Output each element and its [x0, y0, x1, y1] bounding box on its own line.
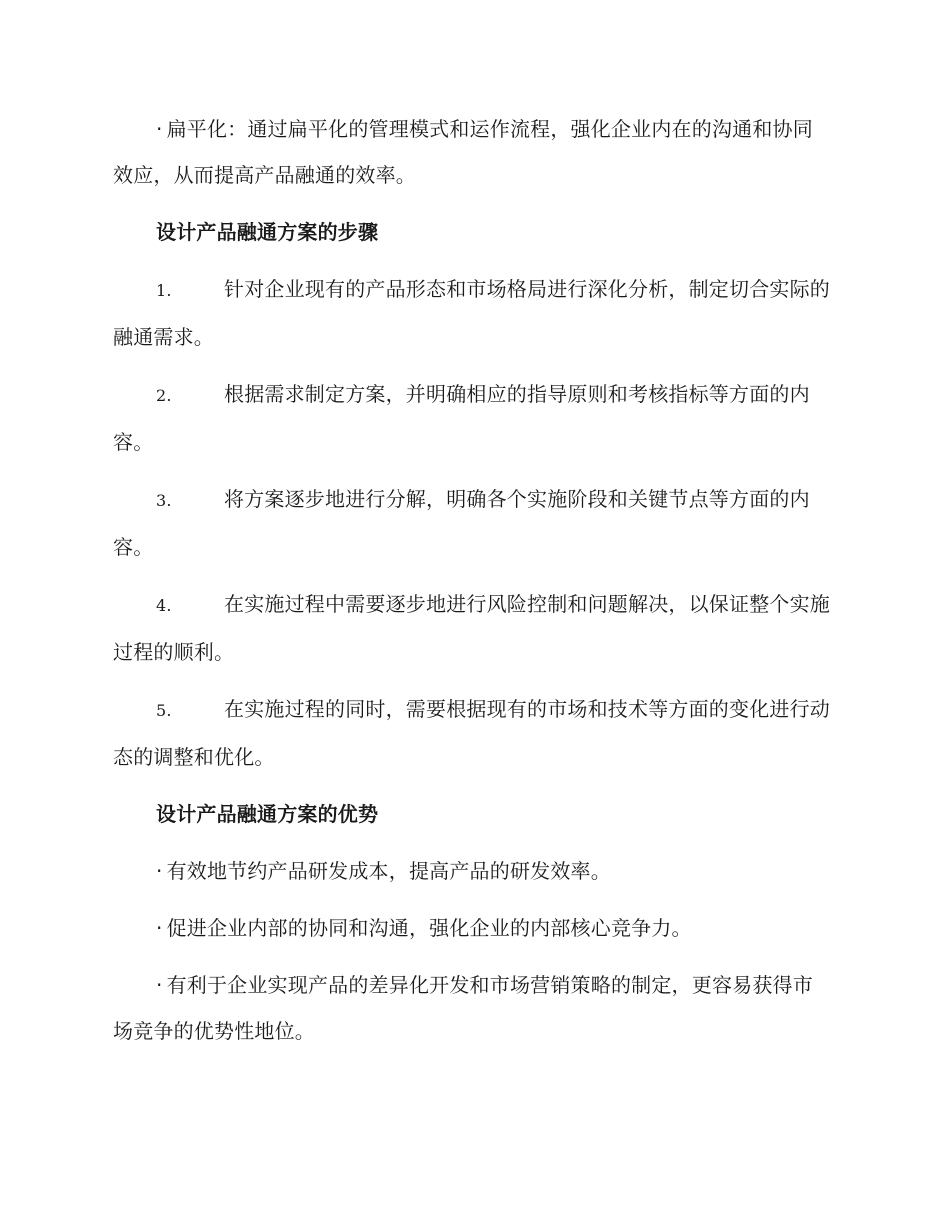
step-text: 将方案逐步地进行分解，明确各个实施阶段和关键节点等方面的内容。	[113, 487, 810, 559]
step-number: 3.	[156, 491, 172, 510]
advantage-text: 促进企业内部的协同和沟通，强化企业的内部核心竞争力。	[166, 916, 692, 940]
step-text: 在实施过程的同时，需要根据现有的市场和技术等方面的变化进行动态的调整和优化。	[113, 697, 830, 769]
advantage-bullet	[113, 905, 833, 951]
step-number: 2.	[156, 386, 172, 405]
step-item	[113, 581, 833, 675]
step-number: 4.	[156, 596, 172, 615]
step-text: 针对企业现有的产品形态和市场格局进行深化分析，制定切合实际的融通需求。	[113, 277, 830, 349]
step-item	[113, 686, 833, 780]
step-item	[113, 476, 833, 570]
step-text: 根据需求制定方案，并明确相应的指导原则和考核指标等方面的内容。	[113, 382, 810, 454]
step-item	[113, 371, 833, 465]
step-number: 5.	[156, 701, 172, 720]
bullet-marker: ·	[156, 973, 163, 997]
advantage-bullet	[113, 962, 833, 1054]
step-number: 1.	[156, 281, 172, 300]
advantage-bullet	[113, 848, 833, 894]
bullet-marker: ·	[156, 117, 163, 141]
steps-heading: 设计产品融通方案的步骤	[156, 220, 379, 244]
advantage-text: 有效地节约产品研发成本，提高产品的研发效率。	[166, 859, 611, 883]
intro-bullet-text: 扁平化：通过扁平化的管理模式和运作流程，强化企业内在的沟通和协同效应，从而提高产品融通的效率。	[113, 117, 813, 187]
bullet-marker: ·	[156, 859, 163, 883]
advantages-heading: 设计产品融通方案的优势	[156, 802, 379, 826]
intro-bullet-paragraph	[113, 106, 833, 198]
bullet-marker: ·	[156, 916, 163, 940]
step-item	[113, 266, 833, 360]
document-page	[113, 106, 833, 1065]
advantage-text: 有利于企业实现产品的差异化开发和市场营销策略的制定，更容易获得市场竞争的优势性地位。	[113, 973, 813, 1043]
step-text: 在实施过程中需要逐步地进行风险控制和问题解决，以保证整个实施过程的顺利。	[113, 592, 830, 664]
